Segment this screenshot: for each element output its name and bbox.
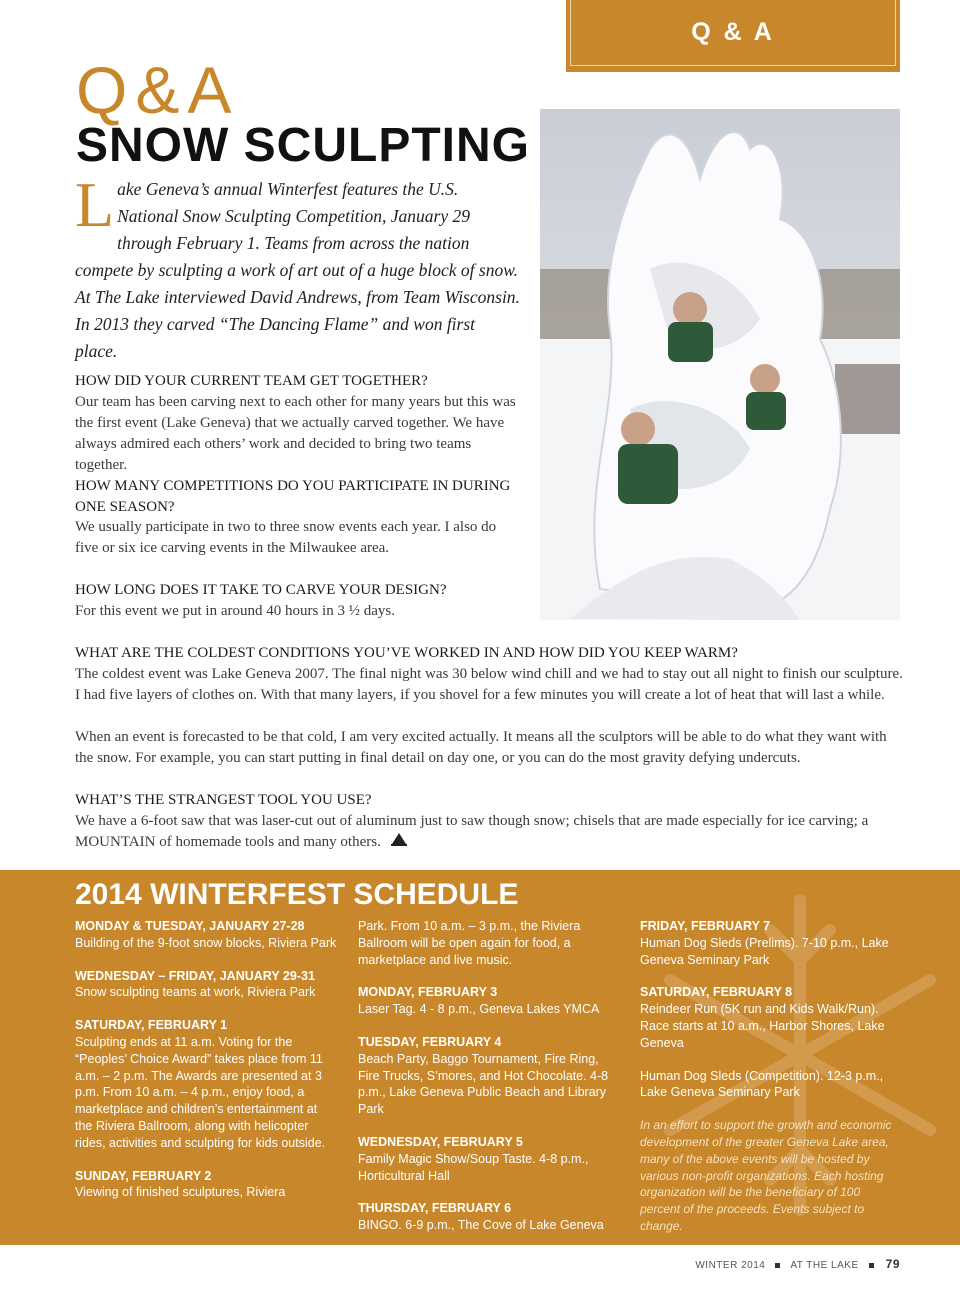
schedule-text: Viewing of finished sculptures, Riviera xyxy=(75,1185,286,1200)
schedule-entry xyxy=(358,1200,620,1234)
answer-1: Our team has been carving next to each other for many years but this was the first event (Lake Geneva) that we actually carved together. We have always admired each others’ work and decided to bring two teams together. xyxy=(75,394,516,473)
schedule-entry xyxy=(640,918,902,968)
intro-text: ake Geneva’s annual Winterfest features the U.S. National Snow Sculpting Competition, January 29 through February 1. Teams from across the nation compete by sculpting a work of art out of a huge block of snow. At The Lake interviewed David Andrews, from Team Wisconsin. In 2013 they carved “The Dancing Flame” and won first place. xyxy=(75,179,520,361)
schedule-entry xyxy=(358,1034,620,1118)
schedule-day: SATURDAY, FEBRUARY 1 xyxy=(75,1018,228,1033)
schedule-column-1 xyxy=(75,918,337,1217)
schedule-day: WEDNESDAY – FRIDAY, JANUARY 29-31 xyxy=(75,968,315,983)
footer-issue: WINTER 2014 xyxy=(695,1260,766,1271)
schedule-entry xyxy=(75,1168,337,1202)
schedule-entry xyxy=(358,918,620,968)
schedule-title: 2014 WINTERFEST SCHEDULE xyxy=(75,878,519,911)
section-tab xyxy=(566,0,900,72)
schedule-day: SATURDAY, FEBRUARY 8 xyxy=(640,985,793,1000)
schedule-day: FRIDAY, FEBRUARY 7 xyxy=(640,919,771,933)
schedule-note: In an effort to support the growth and economic development of the greater Geneva Lake area, many of the above events will be hosted by various non-profit organizations. Each hosting organization will be the beneficiary of 100 percent of the proceeds. Events subject to change. xyxy=(640,1118,892,1233)
question-5: WHAT’S THE STRANGEST TOOL YOU USE? xyxy=(75,792,372,808)
separator-icon xyxy=(869,1263,874,1268)
end-mark-icon xyxy=(391,833,407,847)
drop-cap: L xyxy=(75,169,115,240)
schedule-text: Sculpting ends at 11 a.m. Voting for the “Peoples’ Choice Award” takes place from 11 a.m. – 2 p.m. The Awards are presented at 3 p.m. From 10 a.m. – 4 p.m., enjoy food, a marketplace and children’s entertainment at the Riviera Ballroom, along with helicopter rides, activities and sculpting for kids outside. xyxy=(75,1034,326,1150)
question-2: HOW MANY COMPETITIONS DO YOU PARTICIPATE IN DURING ONE SEASON? xyxy=(75,478,511,515)
schedule-entry xyxy=(640,984,902,1051)
answer-4: The coldest event was Lake Geneva 2007. The final night was 30 below wind chill and we had to stay out all night to finish our sculpture. I had five layers of clothes on. With that many layers, if you shovel for a few minutes you will create a lot of heat that will last a while. xyxy=(75,666,903,703)
answer-5 xyxy=(75,811,903,853)
schedule-day: MONDAY, FEBRUARY 3 xyxy=(358,985,498,1000)
answer-5-text: We have a 6-foot saw that was laser-cut out of aluminum just to saw though snow; chisels that are made especially for ice carving; a MOUNTAIN of homemade tools and many others. xyxy=(75,813,869,850)
question-1: HOW DID YOUR CURRENT TEAM GET TOGETHER? xyxy=(75,373,428,389)
schedule-day: TUESDAY, FEBRUARY 4 xyxy=(358,1034,502,1049)
section-tab-label: Q & A xyxy=(570,0,896,66)
schedule-day: MONDAY & TUESDAY, JANUARY 27-28 xyxy=(75,919,305,933)
intro-paragraph xyxy=(75,169,520,365)
schedule-text: Building of the 9-foot snow blocks, Riviera Park xyxy=(75,935,337,950)
schedule-day: SUNDAY, FEBRUARY 2 xyxy=(75,1168,212,1183)
schedule-entry xyxy=(640,1068,902,1102)
qa-heading: Q&A xyxy=(76,53,240,127)
question-4: WHAT ARE THE COLDEST CONDITIONS YOU’VE WORKED IN AND HOW DID YOU KEEP WARM? xyxy=(75,645,738,661)
schedule-entry xyxy=(358,1134,620,1184)
schedule-text: Snow sculpting teams at work, Riviera Park xyxy=(75,985,316,1000)
article-title: SNOW SCULPTING xyxy=(76,119,530,172)
schedule-text: Human Dog Sleds (Prelims). 7-10 p.m., Lake Geneva Seminary Park xyxy=(640,935,889,967)
page-number: 79 xyxy=(885,1257,900,1271)
schedule-text: Beach Party, Baggo Tournament, Fire Ring, Fire Trucks, S’mores, and Hot Chocolate. 4-8 p.m., Lake Geneva Public Beach and Library Park xyxy=(358,1051,609,1117)
winterfest-schedule xyxy=(0,870,960,1245)
schedule-entry xyxy=(75,1017,337,1151)
schedule-text: Family Magic Show/Soup Taste. 4-8 p.m., Horticultural Hall xyxy=(358,1151,589,1183)
answer-3: For this event we put in around 40 hours in 3 ½ days. xyxy=(75,603,395,619)
footer-magazine: AT THE LAKE xyxy=(790,1260,859,1271)
schedule-column-2 xyxy=(358,918,620,1245)
schedule-entry xyxy=(358,984,620,1018)
page-footer xyxy=(695,1257,900,1271)
schedule-entry xyxy=(75,918,337,952)
schedule-column-3 xyxy=(640,918,902,1235)
snow-sculpture-photo xyxy=(540,109,900,620)
schedule-day: THURSDAY, FEBRUARY 6 xyxy=(358,1201,512,1216)
separator-icon xyxy=(775,1263,780,1268)
schedule-text: Reindeer Run (5K run and Kids Walk/Run). Race starts at 10 a.m., Harbor Shores, Lake Geneva xyxy=(640,1002,885,1050)
schedule-entry xyxy=(75,968,337,1002)
answer-4-continued: When an event is forecasted to be that cold, I am very excited actually. It means all the sculptors will be able to do what they want with the snow. For example, you can start putting in final detail on day one, or you can do the most gravity defying undercuts. xyxy=(75,729,887,766)
question-3: HOW LONG DOES IT TAKE TO CARVE YOUR DESIGN? xyxy=(75,582,447,598)
schedule-text: Park. From 10 a.m. – 3 p.m., the Riviera Ballroom will be open again for food, a marketplace and live music. xyxy=(358,919,581,967)
schedule-text: BINGO. 6-9 p.m., The Cove of Lake Geneva xyxy=(358,1218,604,1233)
schedule-text: Laser Tag. 4 - 8 p.m., Geneva Lakes YMCA xyxy=(358,1002,600,1017)
schedule-day: WEDNESDAY, FEBRUARY 5 xyxy=(358,1134,523,1149)
schedule-text: Human Dog Sleds (Competition). 12-3 p.m., Lake Geneva Seminary Park xyxy=(640,1068,884,1100)
answer-2: We usually participate in two to three snow events each year. I also do five or six ice carving events in the Milwaukee area. xyxy=(75,519,497,556)
